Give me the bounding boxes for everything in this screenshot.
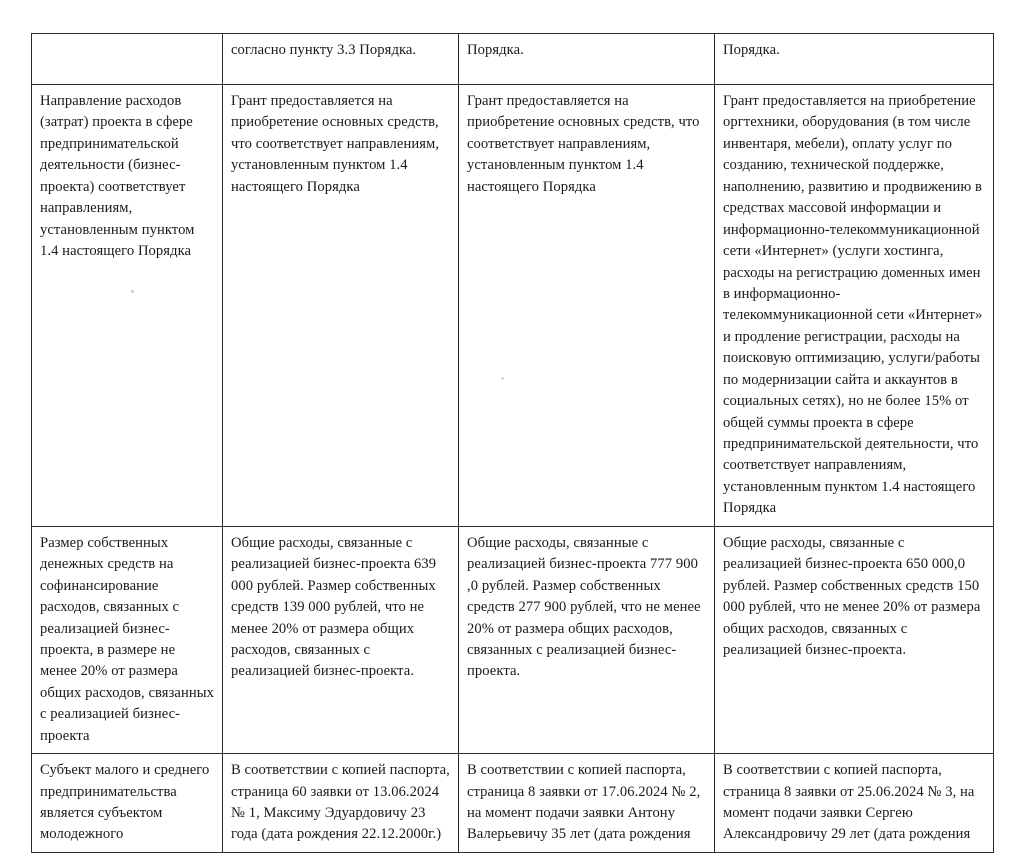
cell-text: В соответствии с копией паспорта, страница 8 заявки от 17.06.2024 № 2, на момент подачи заявки Антону Валерьевичу 35 лет (дата рождения bbox=[467, 762, 701, 843]
table-cell-criterion bbox=[32, 85, 223, 527]
cell-text: Направление расходов (затрат) проекта в сфере предпринимательской деятельности (бизнес-проекта) соответствует направлениям, установленным пунктом 1.4 настоящего Порядка bbox=[40, 93, 195, 260]
table-row bbox=[32, 526, 994, 753]
table-cell-applicant-1 bbox=[223, 85, 459, 527]
cell-text: Общие расходы, связанные с реализацией бизнес-проекта 777 900 ,0 рублей. Размер собственных средств 277 900 рублей, что не менее 20% от размера общих расходов, связанных с реализацией бизнес-проекта. bbox=[467, 534, 701, 680]
cell-text: Грант предоставляется на приобретение основных средств, что соответствует направлениям, установленным пунктом 1.4 настоящего Порядка bbox=[231, 93, 440, 195]
cell-text: Размер собственных денежных средств на софинансирование расходов, связанных с реализацией бизнес-проекта, в размере не менее 20% от размера общих расходов, связанных с реализацией бизнес-проекта bbox=[40, 534, 214, 744]
cell-text: Грант предоставляется на приобретение оргтехники, оборудования (в том числе инвентаря, мебели), оплату услуг по созданию, технической поддержке, наполнению, развитию и продвижению в средствах массовой информации и информационно-телекоммуникационной сети «Интернет» (услуги хостинга, расходы на регистрацию доменных имен в информационно-телекоммуникационной сети «Интернет» и продление регистрации, расходы на поисковую оптимизацию, услуги/работы по модернизации сайта и аккаунтов в социальных сетях), но не более 15% от общей суммы проекта в сфере предпринимательской деятельности, что соответствует направлениям, установленным пунктом 1.4 настоящего Порядка bbox=[723, 93, 983, 517]
table-row bbox=[32, 754, 994, 853]
table-cell-applicant-3 bbox=[715, 85, 994, 527]
table-cell-applicant-1 bbox=[223, 526, 459, 753]
cell-text: Грант предоставляется на приобретение основных средств, что соответствует направлениям, установленным пунктом 1.4 настоящего Порядка bbox=[467, 93, 700, 195]
cell-text: Порядка. bbox=[467, 42, 524, 58]
cell-text: Порядка. bbox=[723, 42, 780, 58]
cell-text: В соответствии с копией паспорта, страница 60 заявки от 13.06.2024 № 1, Максиму Эдуардовичу 23 года (дата рождения 22.12.2000г.) bbox=[231, 762, 450, 843]
table-cell-applicant-3 bbox=[715, 754, 994, 853]
table-cell-applicant-2 bbox=[459, 754, 715, 853]
cell-text: В соответствии с копией паспорта, страница 8 заявки от 25.06.2024 № 3, на момент подачи заявки Сергею Александровичу 29 лет (дата рождения bbox=[723, 762, 975, 843]
table-row bbox=[32, 85, 994, 527]
cell-text: Субъект малого и среднего предпринимательства является субъектом молодежного bbox=[40, 762, 210, 843]
table-cell-criterion bbox=[32, 34, 223, 85]
grant-criteria-comparison-table bbox=[31, 33, 994, 853]
table-cell-applicant-1 bbox=[223, 754, 459, 853]
cell-text: согласно пункту 3.3 Порядка. bbox=[231, 42, 417, 58]
table-cell-applicant-2 bbox=[459, 34, 715, 85]
cell-text: Общие расходы, связанные с реализацией бизнес-проекта 639 000 рублей. Размер собственных средств 139 000 рублей, что не менее 20% от размера общих расходов, связанных с реализацией бизнес-проекта. bbox=[231, 534, 437, 680]
table-cell-applicant-2 bbox=[459, 526, 715, 753]
cell-text: Общие расходы, связанные с реализацией бизнес-проекта 650 000,0 рублей. Размер собственных средств 150 000 рублей, что не менее 20% от размера общих расходов, связанных с реализацией бизнес-проекта. bbox=[723, 534, 981, 658]
table-cell-criterion bbox=[32, 526, 223, 753]
table-row bbox=[32, 34, 994, 85]
table-cell-applicant-3 bbox=[715, 526, 994, 753]
table-cell-applicant-3 bbox=[715, 34, 994, 85]
table-cell-applicant-2 bbox=[459, 85, 715, 527]
table-cell-criterion bbox=[32, 754, 223, 853]
table-cell-applicant-1 bbox=[223, 34, 459, 85]
